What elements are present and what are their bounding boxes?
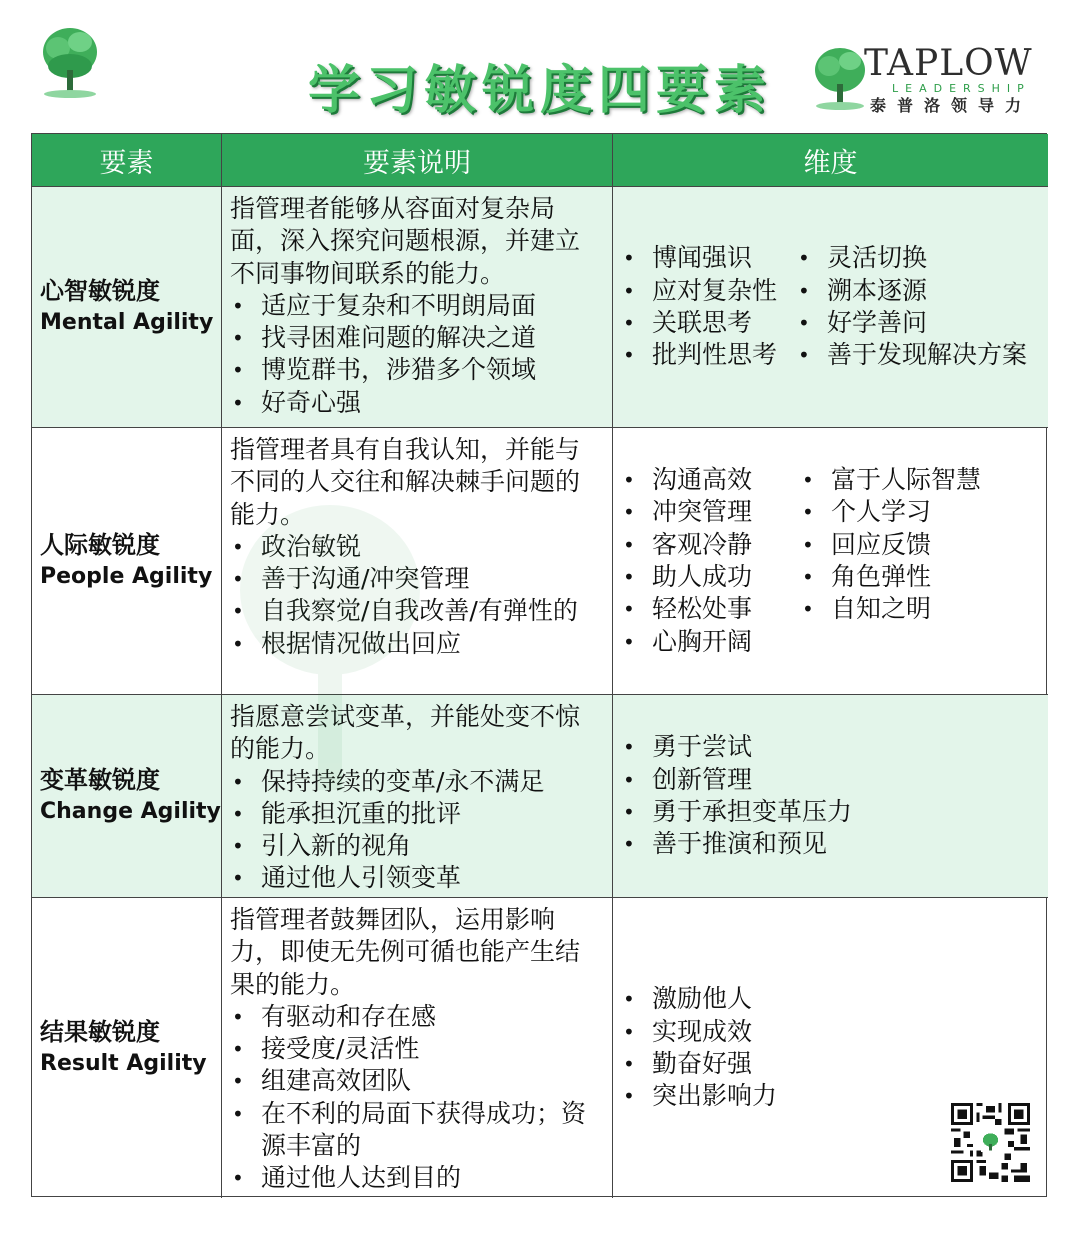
dimension-list-left bbox=[621, 464, 800, 658]
dimension-item: • 溯本逐源 bbox=[796, 275, 1027, 307]
row-result-description bbox=[222, 898, 613, 1198]
bullet-item: • 好奇心强 bbox=[230, 387, 604, 419]
row-people-dimensions bbox=[613, 428, 1048, 695]
bullet-item: • 通过他人达到目的 bbox=[230, 1162, 604, 1194]
bullet-item: • 引入新的视角 bbox=[230, 830, 604, 862]
bullet-item: • 保持持续的变革/永不满足 bbox=[230, 766, 604, 798]
row-mental-description bbox=[222, 187, 613, 428]
qr-code-icon bbox=[951, 1103, 1030, 1182]
description-text: 指管理者具有自我认知，并能与不同的人交往和解决棘手问题的能力。 bbox=[230, 435, 581, 529]
page-header bbox=[0, 0, 1080, 130]
brand-name: TAPLOW bbox=[864, 43, 1033, 84]
header-description: 要素说明 bbox=[222, 134, 613, 187]
description-bullets bbox=[230, 290, 604, 419]
header-element: 要素 bbox=[32, 134, 222, 187]
dimension-item: • 客观冷静 bbox=[621, 529, 800, 561]
dimension-item: • 创新管理 bbox=[621, 764, 852, 796]
dimension-item: • 批判性思考 bbox=[621, 339, 796, 371]
bullet-item: • 根据情况做出回应 bbox=[230, 628, 604, 660]
element-name-cn: 人际敏锐度 bbox=[40, 531, 160, 559]
dimension-list bbox=[621, 983, 777, 1112]
dimension-item: • 勇于尝试 bbox=[621, 731, 852, 763]
description-bullets bbox=[230, 531, 604, 660]
description-text: 指管理者鼓舞团队，运用影响力，即使无先例可循也能产生结果的能力。 bbox=[230, 905, 581, 999]
bullet-item: • 在不利的局面下获得成功；资源丰富的 bbox=[230, 1098, 604, 1163]
row-change-name bbox=[32, 695, 222, 898]
dimension-item: • 冲突管理 bbox=[621, 496, 800, 528]
bullet-item: • 找寻困难问题的解决之道 bbox=[230, 322, 604, 354]
brand-logo bbox=[812, 44, 1047, 124]
description-text: 指愿意尝试变革，并能处变不惊的能力。 bbox=[230, 702, 581, 764]
bullet-item: • 适应于复杂和不明朗局面 bbox=[230, 290, 604, 322]
dimension-item: • 善于发现解决方案 bbox=[796, 339, 1027, 371]
row-mental-name bbox=[32, 187, 222, 428]
description-text: 指管理者能够从容面对复杂局面，深入探究问题根源，并建立不同事物间联系的能力。 bbox=[230, 194, 581, 288]
row-people-description bbox=[222, 428, 613, 695]
dimension-item: • 实现成效 bbox=[621, 1016, 777, 1048]
dimension-item: • 善于推演和预见 bbox=[621, 828, 852, 860]
header-dimension: 维度 bbox=[613, 134, 1048, 187]
dimension-item: • 好学善问 bbox=[796, 307, 1027, 339]
dimension-item: • 激励他人 bbox=[621, 983, 777, 1015]
element-name-en: Change Agility bbox=[40, 799, 221, 824]
dimension-item: • 应对复杂性 bbox=[621, 275, 796, 307]
dimension-item: • 灵活切换 bbox=[796, 242, 1027, 274]
element-name-cn: 心智敏锐度 bbox=[40, 277, 160, 305]
dimension-item: • 轻松处事 bbox=[621, 593, 800, 625]
bullet-item: • 接受度/灵活性 bbox=[230, 1033, 604, 1065]
element-name-cn: 结果敏锐度 bbox=[40, 1018, 160, 1046]
row-people-name bbox=[32, 428, 222, 695]
bullet-item: • 组建高效团队 bbox=[230, 1065, 604, 1097]
dimension-item: • 关联思考 bbox=[621, 307, 796, 339]
brand-chinese-name: 泰普洛领导力 bbox=[870, 96, 1033, 115]
dimension-item: • 博闻强识 bbox=[621, 242, 796, 274]
dimension-item: • 自知之明 bbox=[800, 593, 981, 625]
row-change-description bbox=[222, 695, 613, 898]
element-name-en: Result Agility bbox=[40, 1051, 207, 1076]
dimension-item: • 富于人际智慧 bbox=[800, 464, 981, 496]
dimension-list-right bbox=[796, 242, 1027, 371]
description-bullets bbox=[230, 1001, 604, 1195]
dimension-item: • 个人学习 bbox=[800, 496, 981, 528]
element-name-en: Mental Agility bbox=[40, 310, 214, 335]
row-result-name bbox=[32, 898, 222, 1198]
dimension-item: • 角色弹性 bbox=[800, 561, 981, 593]
dimension-item: • 勤奋好强 bbox=[621, 1048, 777, 1080]
bullet-item: • 博览群书，涉猎多个领域 bbox=[230, 354, 604, 386]
agility-table bbox=[31, 133, 1047, 1197]
element-name-en: People Agility bbox=[40, 564, 213, 589]
bullet-item: • 自我察觉/自我改善/有弹性的 bbox=[230, 595, 604, 627]
row-mental-dimensions bbox=[613, 187, 1048, 428]
bullet-item: • 政治敏锐 bbox=[230, 531, 604, 563]
dimension-item: • 勇于承担变革压力 bbox=[621, 796, 852, 828]
bullet-item: • 有驱动和存在感 bbox=[230, 1001, 604, 1033]
dimension-list-left bbox=[621, 242, 796, 371]
dimension-item: • 回应反馈 bbox=[800, 529, 981, 561]
dimension-item: • 突出影响力 bbox=[621, 1080, 777, 1112]
page-title: 学习敏锐度四要素 bbox=[307, 61, 772, 121]
bullet-item: • 通过他人引领变革 bbox=[230, 862, 604, 894]
dimension-list bbox=[621, 731, 852, 860]
row-change-dimensions bbox=[613, 695, 1048, 898]
dimension-list-right bbox=[800, 464, 981, 658]
brand-tree-icon bbox=[812, 46, 868, 112]
dimension-item: • 助人成功 bbox=[621, 561, 800, 593]
dimension-item: • 沟通高效 bbox=[621, 464, 800, 496]
brand-subtitle: LEADERSHIP bbox=[892, 82, 1031, 95]
bullet-item: • 善于沟通/冲突管理 bbox=[230, 563, 604, 595]
dimension-item: • 心胸开阔 bbox=[621, 626, 800, 658]
description-bullets bbox=[230, 766, 604, 895]
bullet-item: • 能承担沉重的批评 bbox=[230, 798, 604, 830]
element-name-cn: 变革敏锐度 bbox=[40, 766, 160, 794]
